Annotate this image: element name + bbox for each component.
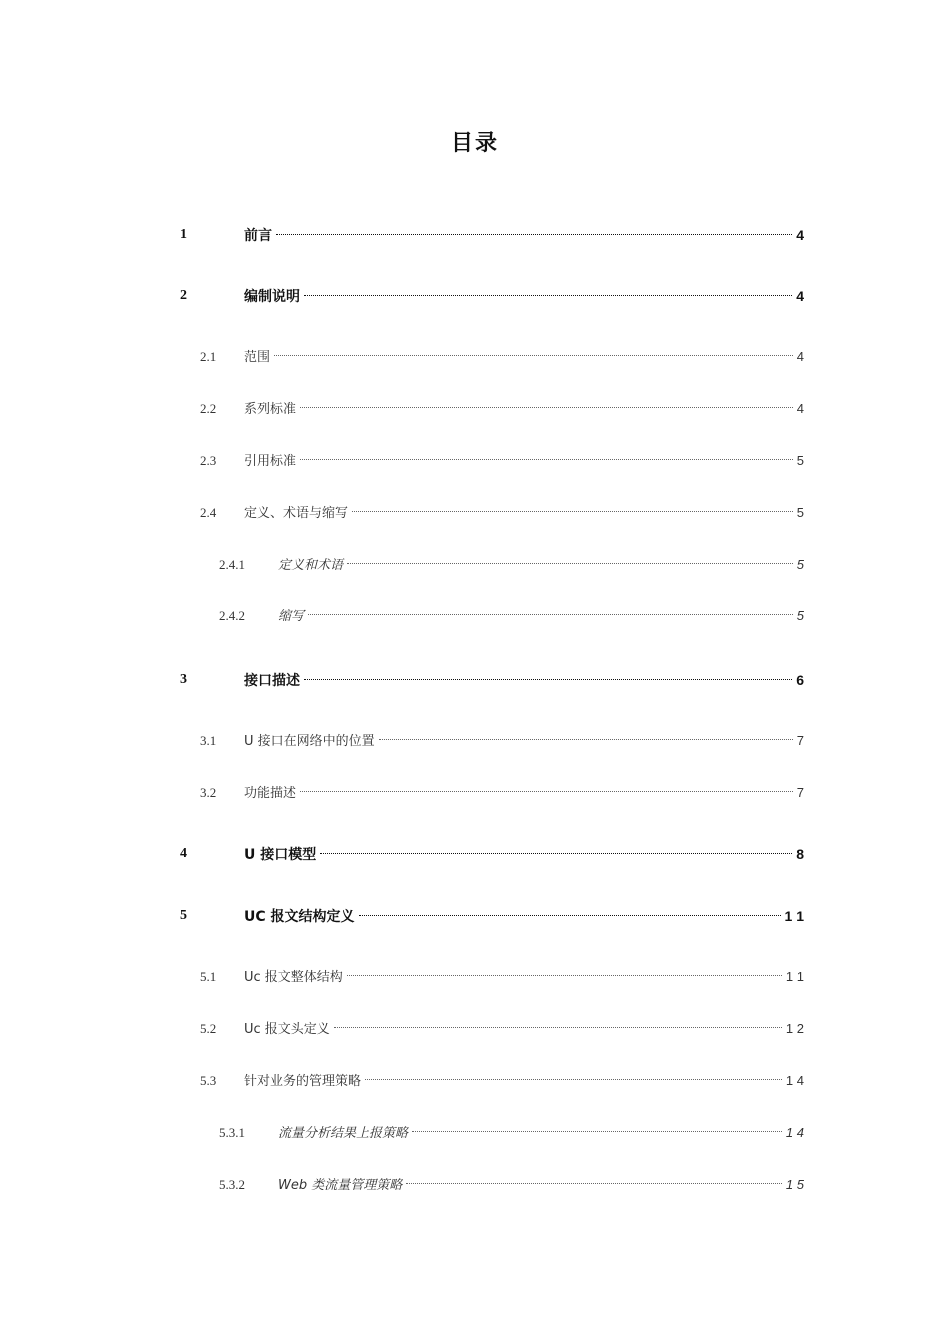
- toc-entry-title: U 接口在网络中的位置: [244, 734, 375, 749]
- toc-entry-number: 5: [180, 908, 187, 923]
- toc-entry[interactable]: [0, 965, 950, 989]
- toc-title: 目录: [450, 131, 499, 156]
- toc-entry-title: 定义、术语与缩写: [244, 506, 349, 521]
- toc-entry-body: [278, 553, 804, 577]
- toc-entry-page-number: 5: [796, 608, 804, 623]
- toc-entry-page-number: 8: [796, 846, 804, 862]
- toc-entry-number: 4: [180, 846, 187, 861]
- toc-entry-page-number: 6: [796, 672, 804, 688]
- toc-entry-title: 功能描述: [244, 786, 297, 801]
- toc-entry-title: 系列标准: [244, 402, 297, 417]
- toc-entry-number: 2.3: [200, 453, 217, 468]
- toc-entry[interactable]: [0, 842, 950, 866]
- toc-entry-page-number: 7: [796, 733, 804, 748]
- toc-entry[interactable]: [0, 668, 950, 692]
- toc-entry-number: 5.3.1: [219, 1125, 245, 1140]
- toc-entry-number: 3.1: [200, 733, 217, 748]
- toc-entry-title: 流量分析结果上报策略: [278, 1126, 409, 1141]
- toc-entry-number: 5.2: [200, 1021, 217, 1036]
- toc-dot-leader: [304, 295, 792, 296]
- toc-entry-page-number: 1 1: [784, 908, 804, 924]
- toc-entry-title: 前言: [244, 228, 272, 244]
- toc-entry-number: 5.1: [200, 969, 217, 984]
- toc-entry-number: 5.3.2: [219, 1177, 245, 1192]
- toc-entry-body: [244, 904, 804, 928]
- toc-entry[interactable]: [0, 1069, 950, 1093]
- toc-entry-body: [278, 604, 804, 628]
- toc-entry[interactable]: [0, 1121, 950, 1145]
- toc-entry-title: 接口描述: [244, 673, 300, 689]
- toc-entry-page-number: 5: [796, 505, 804, 520]
- toc-entry[interactable]: [0, 553, 950, 577]
- toc-dot-leader: [320, 853, 792, 854]
- toc-entry[interactable]: [0, 284, 950, 308]
- toc-entry-title: 定义和术语: [278, 558, 344, 573]
- toc-dot-leader: [406, 1183, 782, 1184]
- toc-entry-body: [244, 1069, 804, 1093]
- toc-dot-leader: [304, 679, 792, 680]
- toc-dot-leader: [352, 511, 793, 512]
- toc-entry-page-number: 1 1: [785, 969, 804, 984]
- toc-dot-leader: [365, 1079, 782, 1080]
- toc-entry-title: 编制说明: [244, 289, 300, 305]
- toc-entry-number: 1: [180, 227, 187, 242]
- toc-entry-number: 3: [180, 672, 187, 687]
- toc-entry-body: [244, 965, 804, 989]
- toc-entry[interactable]: [0, 397, 950, 421]
- toc-entry-body: [278, 1121, 804, 1145]
- toc-entry[interactable]: [0, 1017, 950, 1041]
- toc-entry-body: [244, 842, 804, 866]
- toc-entry-title: 引用标准: [244, 454, 297, 469]
- toc-entry-number: 2.4: [200, 505, 217, 520]
- toc-entry-body: [244, 223, 804, 247]
- toc-entry-page-number: 1 4: [785, 1125, 804, 1140]
- toc-entry-number: 2.1: [200, 349, 217, 364]
- toc-entry[interactable]: [0, 223, 950, 247]
- toc-entry-title: 范围: [244, 350, 271, 365]
- toc-dot-leader: [347, 975, 782, 976]
- toc-entry-page-number: 1 2: [785, 1021, 804, 1036]
- toc-entry-page-number: 4: [796, 349, 804, 364]
- toc-entry-body: [244, 449, 804, 473]
- toc-dot-leader: [274, 355, 793, 356]
- toc-dot-leader: [412, 1131, 782, 1132]
- toc-entry-title: 缩写: [278, 609, 305, 624]
- toc-entry-body: [244, 781, 804, 805]
- toc-entry[interactable]: [0, 904, 950, 928]
- toc-dot-leader: [276, 234, 792, 235]
- toc-entry-page-number: 1 4: [785, 1073, 804, 1088]
- toc-entry-title: UC 报文结构定义: [244, 909, 355, 925]
- toc-entry-page-number: 1 5: [785, 1177, 804, 1192]
- toc-entry-page-number: 4: [796, 401, 804, 416]
- toc-entry-body: [244, 1017, 804, 1041]
- toc-entry-number: 5.3: [200, 1073, 217, 1088]
- toc-entry-number: 2.4.2: [219, 608, 245, 623]
- toc-dot-leader: [308, 614, 793, 615]
- toc-entry[interactable]: [0, 729, 950, 753]
- toc-entry-body: [244, 729, 804, 753]
- toc-entry-number: 3.2: [200, 785, 217, 800]
- toc-entry-page-number: 4: [796, 288, 804, 304]
- toc-entry-title: Web 类流量管理策略: [278, 1178, 403, 1193]
- toc-entry-title: U 接口模型: [244, 847, 317, 863]
- toc-dot-leader: [334, 1027, 782, 1028]
- toc-entry[interactable]: [0, 604, 950, 628]
- toc-entry-page-number: 7: [796, 785, 804, 800]
- toc-entry-body: [278, 1173, 804, 1197]
- toc-dot-leader: [300, 407, 793, 408]
- toc-entry[interactable]: [0, 781, 950, 805]
- toc-dot-leader: [347, 563, 793, 564]
- toc-entry[interactable]: [0, 1173, 950, 1197]
- toc-entry-page-number: 4: [796, 227, 804, 243]
- toc-entry[interactable]: [0, 449, 950, 473]
- toc-entry[interactable]: [0, 501, 950, 525]
- toc-dot-leader: [379, 739, 793, 740]
- toc-dot-leader: [359, 915, 781, 916]
- toc-entry-number: 2.4.1: [219, 557, 245, 572]
- toc-entry[interactable]: [0, 345, 950, 369]
- toc-entry-body: [244, 345, 804, 369]
- toc-entry-body: [244, 668, 804, 692]
- toc-entry-body: [244, 284, 804, 308]
- toc-entry-number: 2: [180, 288, 187, 303]
- toc-entry-title: Uc 报文整体结构: [244, 970, 343, 985]
- toc-entry-page-number: 5: [796, 453, 804, 468]
- toc-entry-page-number: 5: [796, 557, 804, 572]
- toc-dot-leader: [300, 459, 793, 460]
- toc-entry-number: 2.2: [200, 401, 217, 416]
- toc-entry-body: [244, 397, 804, 421]
- toc-dot-leader: [300, 791, 793, 792]
- toc-entry-body: [244, 501, 804, 525]
- toc-entry-title: 针对业务的管理策略: [244, 1074, 362, 1089]
- toc-entry-title: Uc 报文头定义: [244, 1022, 330, 1037]
